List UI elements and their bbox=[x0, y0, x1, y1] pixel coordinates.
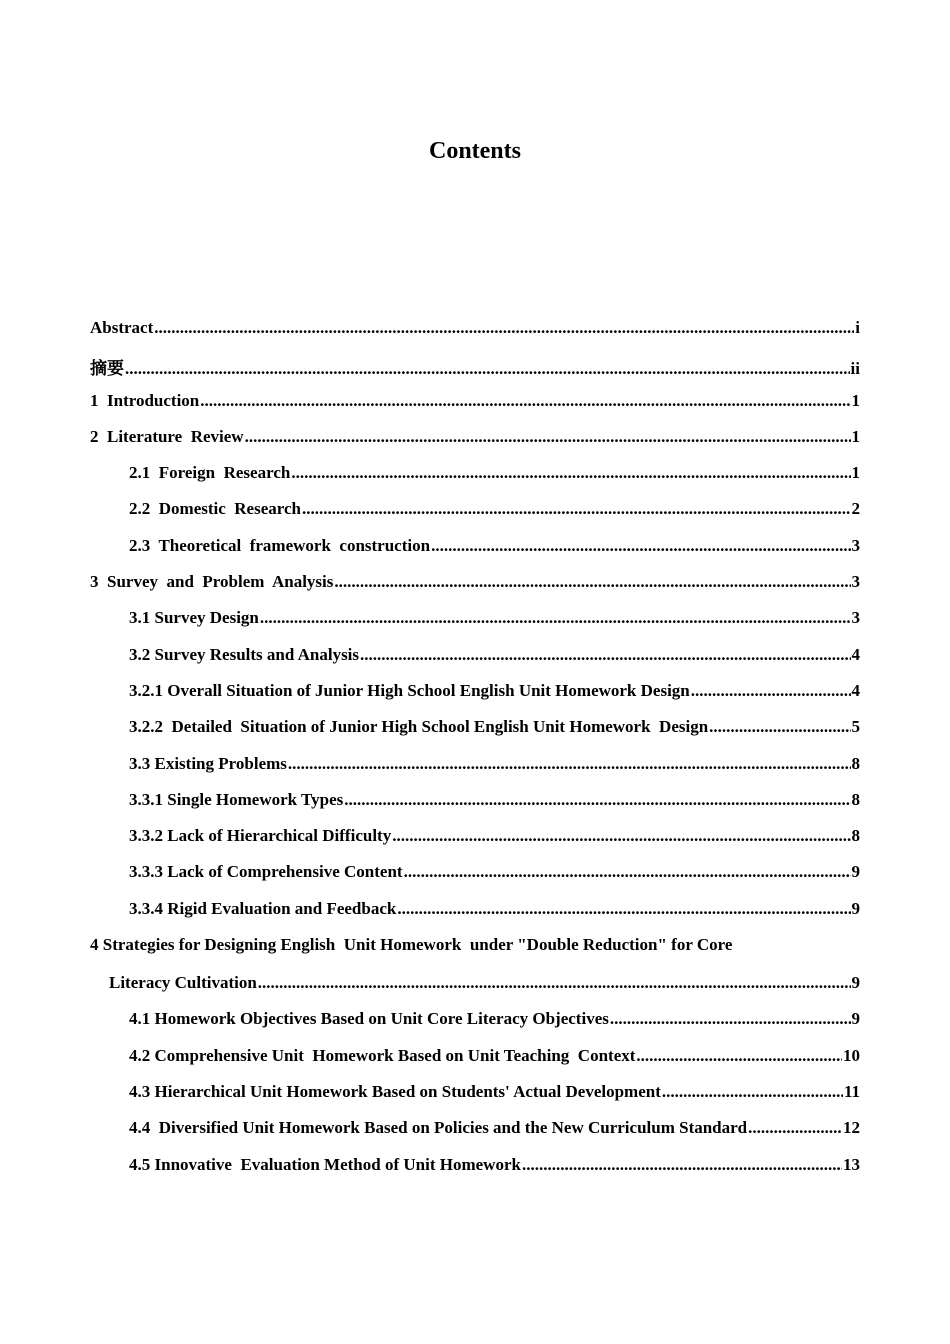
dot-leader bbox=[610, 1009, 851, 1029]
toc-entry[interactable] bbox=[90, 862, 860, 898]
toc-entry[interactable] bbox=[90, 463, 860, 499]
toc-entry[interactable] bbox=[90, 608, 860, 644]
dot-leader bbox=[245, 427, 851, 447]
toc-entry[interactable] bbox=[90, 1046, 860, 1082]
toc-entry-text: 2 Literature Review bbox=[90, 426, 244, 446]
toc-entry[interactable] bbox=[90, 391, 860, 427]
toc-entry-text: 摘要 bbox=[90, 359, 124, 379]
dot-leader bbox=[360, 645, 850, 665]
toc-page-number: 4 bbox=[851, 644, 860, 664]
toc-entry-text: 4.4 Diversified Unit Homework Based on Policies and the New Curriculum Standard bbox=[129, 1118, 748, 1138]
toc-page-number: i bbox=[855, 318, 860, 337]
toc-entry[interactable] bbox=[90, 1155, 860, 1191]
toc-entry-text: 3.3.3 Lack of Comprehensive Content bbox=[129, 862, 403, 882]
dot-leader bbox=[260, 608, 851, 628]
toc-entry[interactable] bbox=[90, 681, 860, 717]
toc-page-number: ii bbox=[850, 359, 860, 379]
toc-entry[interactable] bbox=[90, 427, 860, 463]
page-title: Contents bbox=[428, 138, 521, 164]
dot-leader bbox=[522, 1155, 842, 1175]
toc-page-number: 1 bbox=[851, 390, 860, 410]
toc-entry-text: 3.3.1 Single Homework Types bbox=[129, 789, 344, 809]
toc-page-number: 3 bbox=[851, 608, 860, 628]
toc-page-number: 10 bbox=[843, 1045, 860, 1065]
toc-entry-continuation[interactable] bbox=[90, 973, 860, 1009]
toc-entry[interactable] bbox=[90, 318, 860, 354]
dot-leader bbox=[288, 754, 851, 774]
dot-leader bbox=[154, 318, 854, 338]
toc-page-number: 9 bbox=[851, 1009, 860, 1029]
toc-entry-text: Literacy Cultivation bbox=[109, 973, 257, 993]
toc-entry-text: 4.3 Hierarchical Unit Homework Based on Students' Actual Development bbox=[129, 1081, 661, 1101]
toc-page-number: 2 bbox=[851, 499, 860, 519]
dot-leader bbox=[709, 717, 850, 737]
dot-leader bbox=[125, 359, 850, 379]
toc-entry[interactable] bbox=[90, 790, 860, 826]
dot-leader bbox=[291, 463, 850, 483]
toc-entry-text: 3.2.2 Detailed Situation of Junior High School English Unit Homework Design bbox=[129, 717, 709, 737]
toc-entry-text: 3.3.2 Lack of Hierarchical Difficulty bbox=[129, 826, 392, 846]
dot-leader bbox=[392, 826, 850, 846]
dot-leader bbox=[200, 391, 850, 411]
toc-page-number: 9 bbox=[851, 898, 860, 918]
toc-entry-text: 4.2 Comprehensive Unit Homework Based on Unit Teaching Context bbox=[129, 1045, 636, 1065]
toc-page-number: 9 bbox=[851, 973, 860, 993]
toc-entry-text: 3.1 Survey Design bbox=[129, 608, 259, 628]
toc-entry-text: 4.1 Homework Objectives Based on Unit Core Literacy Objectives bbox=[129, 1009, 609, 1029]
toc-entry[interactable] bbox=[90, 754, 860, 790]
dot-leader bbox=[404, 862, 851, 882]
toc-entry-text: 3.3 Existing Problems bbox=[129, 753, 287, 773]
toc-entry[interactable] bbox=[90, 536, 860, 572]
toc-page-number: 13 bbox=[843, 1154, 860, 1174]
toc-entry[interactable] bbox=[90, 499, 860, 535]
toc-entry-text: 3.3.4 Rigid Evaluation and Feedback bbox=[129, 898, 397, 918]
toc-entry[interactable] bbox=[90, 572, 860, 608]
toc-entry-text: 2.2 Domestic Research bbox=[129, 499, 302, 519]
dot-leader bbox=[748, 1118, 842, 1138]
toc-page-number: 11 bbox=[843, 1081, 860, 1101]
toc-entry-text: 4.5 Innovative Evaluation Method of Unit Homework bbox=[129, 1154, 521, 1174]
toc-page-number: 3 bbox=[851, 572, 860, 592]
toc-page-number: 5 bbox=[851, 717, 860, 737]
dot-leader bbox=[636, 1046, 842, 1066]
toc-page-number: 8 bbox=[851, 753, 860, 773]
toc-page-number: 4 bbox=[851, 680, 860, 700]
toc-page-number: 1 bbox=[851, 463, 860, 483]
toc-page-number: 12 bbox=[843, 1118, 860, 1138]
toc-entry[interactable] bbox=[90, 1009, 860, 1045]
toc-entry[interactable] bbox=[90, 899, 860, 935]
dot-leader bbox=[258, 973, 851, 993]
toc-page-number: 9 bbox=[851, 862, 860, 882]
dot-leader bbox=[662, 1082, 843, 1102]
toc-entry[interactable] bbox=[90, 1082, 860, 1118]
toc-entry-text: 1 Introduction bbox=[90, 390, 200, 410]
toc-entry[interactable] bbox=[90, 645, 860, 681]
toc-page-number: 8 bbox=[851, 826, 860, 846]
dot-leader bbox=[431, 536, 850, 556]
toc-entry-text: 2.3 Theoretical framework construction bbox=[129, 535, 431, 555]
toc-entry[interactable] bbox=[90, 717, 860, 753]
toc-entry-text: 4 Strategies for Designing English Unit Homework under "Double Reduction" for Core bbox=[90, 935, 733, 955]
toc-entry-text: 3 Survey and Problem Analysis bbox=[90, 572, 334, 592]
toc-entry-text: 2.1 Foreign Research bbox=[129, 463, 291, 483]
toc-entry[interactable] bbox=[90, 1118, 860, 1154]
dot-leader bbox=[691, 681, 851, 701]
dot-leader bbox=[344, 790, 850, 810]
toc-entry[interactable] bbox=[90, 354, 860, 390]
toc-entry-text: Abstract bbox=[90, 318, 154, 337]
toc-entry[interactable] bbox=[90, 935, 860, 973]
toc-page-number: 1 bbox=[851, 426, 860, 446]
dot-leader bbox=[302, 499, 850, 519]
toc-entry-text: 3.2.1 Overall Situation of Junior High School English Unit Homework Design bbox=[129, 680, 690, 700]
dot-leader bbox=[397, 899, 850, 919]
table-of-contents bbox=[90, 318, 860, 1191]
toc-entry-text: 3.2 Survey Results and Analysis bbox=[129, 644, 360, 664]
toc-page-number: 3 bbox=[851, 535, 860, 555]
toc-entry[interactable] bbox=[90, 826, 860, 862]
dot-leader bbox=[334, 572, 850, 592]
toc-page-number: 8 bbox=[851, 789, 860, 809]
